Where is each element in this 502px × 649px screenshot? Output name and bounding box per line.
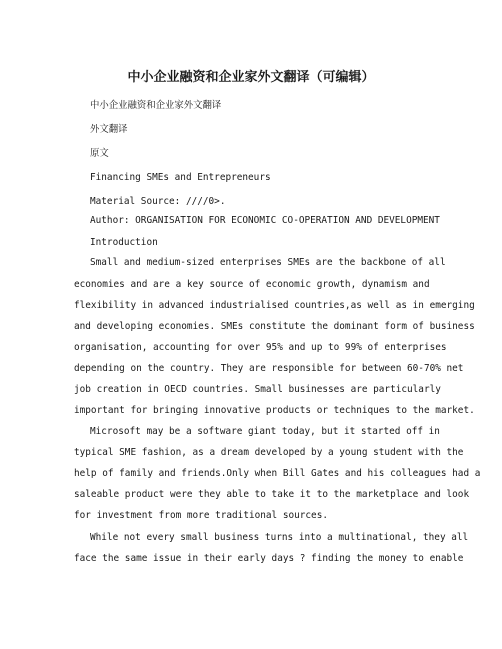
paragraph-line: and developing economies. SMEs constitute the dominant form of business [74, 321, 475, 332]
paragraph-line: While not every small business turns into a multinational, they all [90, 532, 469, 543]
paragraph-line: saleable product were they able to take it to the marketplace and look [74, 489, 470, 500]
text-line: Introduction [90, 237, 158, 248]
text-line: 外文翻译 [90, 124, 128, 135]
document-title: 中小企业融资和企业家外文翻译（可编辑） [127, 70, 375, 85]
paragraph-line: Microsoft may be a software giant today, but it started off in [90, 426, 440, 437]
paragraph-line: job creation in OECD countries. Small businesses are particularly [74, 384, 441, 395]
text-line: Material Source: ////0>. [90, 196, 226, 207]
paragraph-line: important for bringing innovative products or techniques to the market. [74, 405, 475, 416]
paragraph-line: depending on the country. They are responsible for between 60-70% net [74, 363, 464, 374]
text-line: Financing SMEs and Entrepreneurs [90, 172, 271, 183]
paragraph-line: for investment from more traditional sources. [74, 510, 328, 521]
paragraph-line: typical SME fashion, as a dream developed by a young student with the [74, 447, 464, 458]
paragraph-line: economies and are a key source of economic growth, dynamism and [74, 279, 430, 290]
paragraph-line: flexibility in advanced industrialised countries,as well as in emerging [74, 300, 475, 311]
text-line: Author: ORGANISATION FOR ECONOMIC CO-OPERATION AND DEVELOPMENT [90, 215, 440, 226]
text-line: 原文 [90, 148, 109, 159]
paragraph-line: help of family and friends.Only when Bill Gates and his colleagues had a [74, 468, 481, 479]
paragraph-line: organisation, accounting for over 95% and up to 99% of enterprises [74, 342, 447, 353]
paragraph-line: face the same issue in their early days ? finding the money to enable [74, 553, 464, 564]
text-line: 中小企业融资和企业家外文翻译 [90, 100, 222, 111]
paragraph-line: Small and medium-sized enterprises SMEs are the backbone of all [90, 257, 446, 268]
